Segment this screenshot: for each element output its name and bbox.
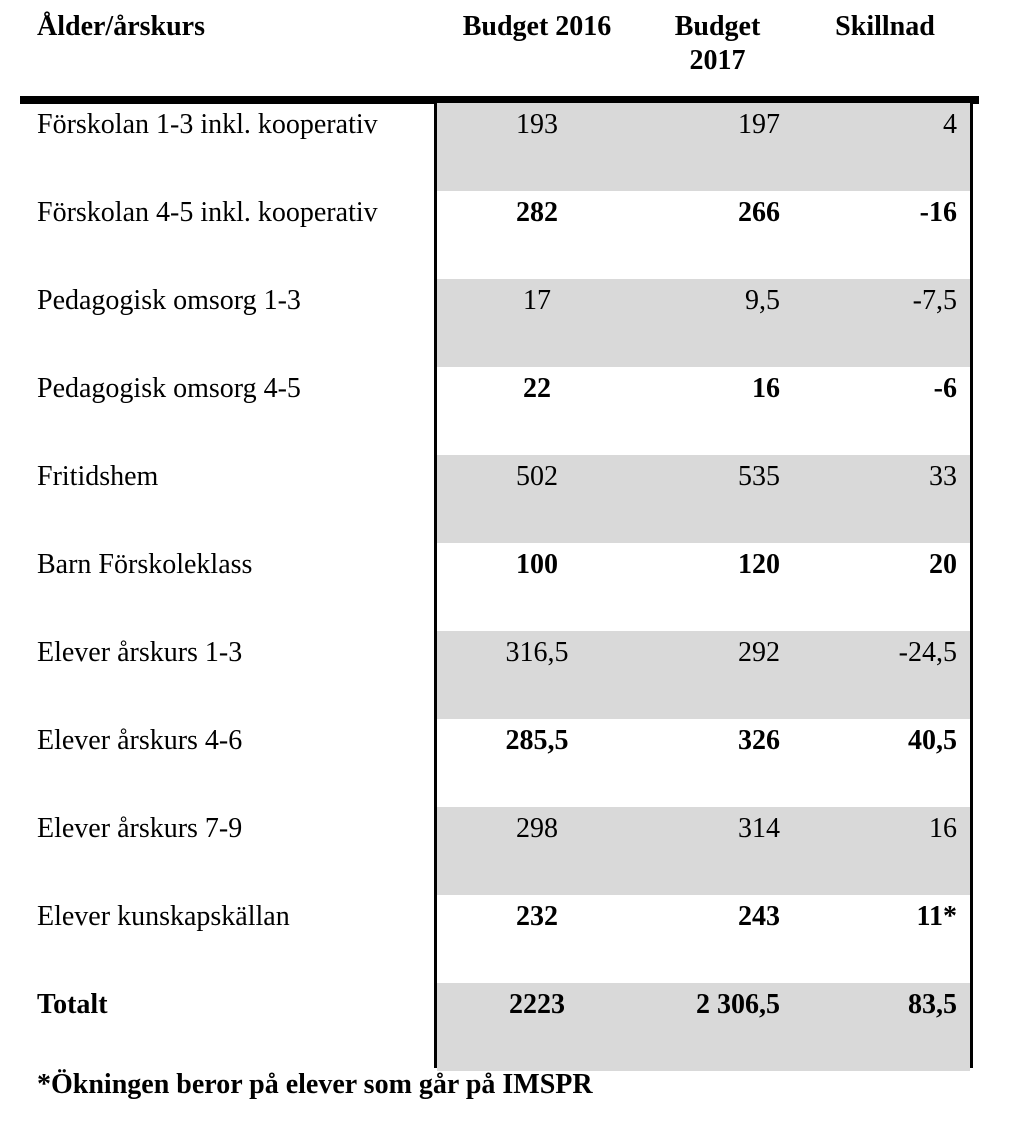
column-header-difference: Skillnad xyxy=(835,11,935,42)
table-row xyxy=(0,188,1024,276)
value-budget-2017: 266 xyxy=(738,197,780,228)
table-row xyxy=(0,276,1024,364)
column-header-age: Ålder/årskurs xyxy=(37,11,205,42)
value-difference: 33 xyxy=(929,461,957,492)
table-row-total xyxy=(0,980,1024,1068)
value-budget-2016: 17 xyxy=(523,285,551,316)
row-label: Pedagogisk omsorg 1-3 xyxy=(37,285,301,316)
value-budget-2016: 232 xyxy=(516,901,558,932)
table-row xyxy=(0,100,1024,188)
value-difference: 16 xyxy=(929,813,957,844)
row-label: Förskolan 4-5 inkl. kooperativ xyxy=(37,197,378,228)
value-budget-2017: 292 xyxy=(738,637,780,668)
value-difference: -6 xyxy=(933,373,957,404)
value-budget-2017: 120 xyxy=(738,549,780,580)
value-budget-2017: 243 xyxy=(738,901,780,932)
column-header-budget-2017-line2: 2017 xyxy=(689,45,746,76)
value-difference: 11* xyxy=(916,901,957,932)
value-budget-2017: 314 xyxy=(738,813,780,844)
table-right-border xyxy=(970,100,973,1068)
table-row xyxy=(0,892,1024,980)
value-difference: 4 xyxy=(943,109,957,140)
value-difference: -16 xyxy=(919,197,957,228)
row-label: Förskolan 1-3 inkl. kooperativ xyxy=(37,109,378,140)
table-row xyxy=(0,452,1024,540)
value-budget-2017: 535 xyxy=(738,461,780,492)
table-row xyxy=(0,628,1024,716)
column-header-budget-2017 xyxy=(655,10,780,78)
value-budget-2016: 316,5 xyxy=(505,637,569,668)
table-row xyxy=(0,364,1024,452)
value-budget-2016: 298 xyxy=(516,813,558,844)
value-budget-2016: 285,5 xyxy=(505,725,569,756)
value-budget-2017: 197 xyxy=(738,109,780,140)
column-header-budget-2016: Budget 2016 xyxy=(462,11,612,42)
row-label: Fritidshem xyxy=(37,461,159,492)
total-label: Totalt xyxy=(37,989,108,1020)
value-difference: 20 xyxy=(929,549,957,580)
value-difference: -7,5 xyxy=(912,285,957,316)
value-budget-2017: 9,5 xyxy=(745,285,780,316)
value-budget-2016: 22 xyxy=(523,373,551,404)
value-budget-2017: 16 xyxy=(752,373,780,404)
value-difference: -24,5 xyxy=(898,637,957,668)
total-budget-2017: 2 306,5 xyxy=(696,989,780,1020)
row-label: Elever årskurs 1-3 xyxy=(37,637,243,668)
row-label: Pedagogisk omsorg 4-5 xyxy=(37,373,301,404)
value-difference: 40,5 xyxy=(908,725,957,756)
value-budget-2016: 282 xyxy=(516,197,558,228)
total-difference: 83,5 xyxy=(908,989,957,1020)
column-header-budget-2017-line1: Budget xyxy=(674,11,761,42)
row-label: Elever kunskapskällan xyxy=(37,901,290,932)
row-label: Barn Förskoleklass xyxy=(37,549,253,580)
table-left-border xyxy=(434,100,437,1068)
value-budget-2016: 502 xyxy=(516,461,558,492)
value-budget-2017: 326 xyxy=(738,725,780,756)
footnote: *Ökningen beror på elever som går på IMSPR xyxy=(37,1069,593,1100)
table-row xyxy=(0,716,1024,804)
value-budget-2016: 100 xyxy=(516,549,558,580)
total-budget-2016: 2223 xyxy=(509,989,565,1020)
table-row xyxy=(0,540,1024,628)
row-label: Elever årskurs 7-9 xyxy=(37,813,243,844)
table-row xyxy=(0,804,1024,892)
row-label: Elever årskurs 4-6 xyxy=(37,725,243,756)
budget-table xyxy=(0,100,1024,1068)
value-budget-2016: 193 xyxy=(516,109,558,140)
